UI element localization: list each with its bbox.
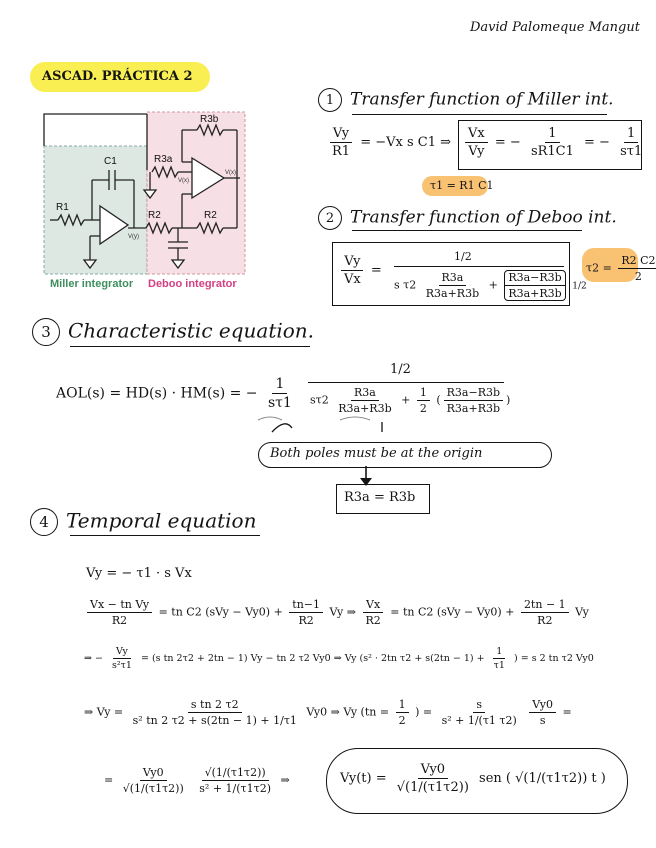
section1-title: Transfer function of Miller int. [350, 89, 614, 110]
section2-main-bar [394, 266, 564, 267]
section2-underline [352, 230, 582, 231]
section2-denominator: s τ2 $\frac{R3a}{R3a+R3b}$ + $\frac{R3a-R3b}{R3a+R3b}$ 1/2 [394, 271, 587, 300]
section3-number: 3 [32, 318, 60, 346]
section4-underline [70, 535, 260, 536]
s4-line2: $\frac{\text{Vx − tn Vy}}{R2}$ = tn C2 (sVy − Vy0) + $\frac{tn-1}{R2}$ Vy ⇒ $\frac{Vx}{R2}$ = tn C2 (sVy − Vy0) + $\frac{2tn - 1}{R2}$ Vy [84, 598, 589, 627]
label-vy: V(y) [128, 234, 139, 240]
s1-mid: = −Vx s C1 ⇒ [360, 135, 452, 150]
section2-title: Transfer function of Deboo int. [350, 207, 617, 228]
caption-deboo: Deboo integrator [148, 278, 237, 290]
label-c1: C1 [104, 156, 117, 167]
label-r3a: R3a [154, 154, 173, 165]
tau2-definition: τ2 = $\frac{R2 C2}{2}$ [586, 254, 656, 283]
author-signature: David Palomeque Mangut [470, 20, 640, 35]
section4-heading [30, 508, 256, 536]
section4-number: 4 [30, 508, 58, 536]
section3-equation: AOL(s) = HD(s) · HM(s) = − $\frac{1}{s\tau 1}$ [56, 376, 292, 411]
label-r2-deboo: R2 [148, 210, 161, 221]
section1-underline [352, 114, 607, 115]
s4-line3: ⇒ − $\frac{Vy}{\text{s²τ1}}$ = (s tn 2τ2 + 2tn − 1) Vy − tn 2 τ2 Vy0 ⇒ Vy (s² · 2tn τ2 + s(2tn − 1) + $\frac{1}{\tau 1}$ ) = s 2 tn τ2 Vy0 [84, 646, 594, 671]
s4-line4: ⇒ Vy = $\frac{\text{s tn 2 τ2}}{\text{s² tn 2 τ2 + s(2tn − 1) + 1/τ1}}$ Vy0 ⇒ Vy (tn = $\frac{1}{2}$ ) = $\frac{s}{\text{s² + 1/(τ1 τ2)}}$ $\frac{Vy0}{s}$ = [84, 698, 572, 727]
section3-underline [70, 346, 310, 347]
label-r1: R1 [56, 202, 69, 213]
poles-note: Both poles must be at the origin [270, 446, 483, 461]
s4-line5: = $\frac{Vy0}{√(1/(\tau 1\tau 2))}$ $\frac{√(1/(\tau 1\tau 2))}{\text{s² + 1/(τ1τ2)}}$ ⇒ [104, 766, 290, 795]
page-title: ASCAD. PRÁCTICA 2 [42, 69, 193, 84]
section1-boxed-eq: $\frac{Vx}{Vy}$ = − $\frac{1}{sR1C1}$ = − $\frac{1}{s\tau 1}$ [462, 126, 648, 159]
section3-top: 1/2 [390, 362, 411, 377]
section1-heading [318, 88, 614, 112]
tau1-definition: τ1 = R1 C1 [430, 179, 494, 192]
final-result: Vy(t) = $\frac{Vy0}{√(1/(\tau 1\tau 2))}$ sen ( √(1/(τ1τ2)) t ) [340, 762, 606, 795]
section4-title: Temporal equation [66, 508, 257, 533]
label-r3b: R3b [200, 114, 219, 125]
section3-denominator: sτ2 $\frac{R3a}{R3a+R3b}$ + $\frac{1}{2}$ ( $\frac{R3a-R3b}{R3a+R3b}$ ) [310, 386, 511, 415]
label-vx-inner: V(x) [178, 178, 189, 184]
s1-lhs-frac: $\frac{Vy}{R1}$ [329, 126, 353, 159]
label-vx: V(x) [225, 170, 236, 176]
section3-title: Characteristic equation. [68, 318, 315, 343]
result-r3a-eq-r3b: R3a = R3b [344, 490, 416, 505]
circuit-diagram [42, 110, 247, 296]
section1-number: 1 [318, 88, 342, 112]
section3-heading [32, 318, 314, 346]
s4-line1: Vy = − τ1 · s Vx [86, 566, 192, 581]
caption-miller: Miller integrator [50, 278, 134, 290]
section1-equation [326, 126, 451, 159]
label-r2-feedback: R2 [204, 210, 217, 221]
section2-heading [318, 206, 617, 230]
section3-main-bar [308, 382, 504, 383]
section2-top: 1/2 [454, 250, 472, 263]
section2-number: 2 [318, 206, 342, 230]
section2-equation: $\frac{Vy}{Vx}$ = [338, 254, 382, 287]
